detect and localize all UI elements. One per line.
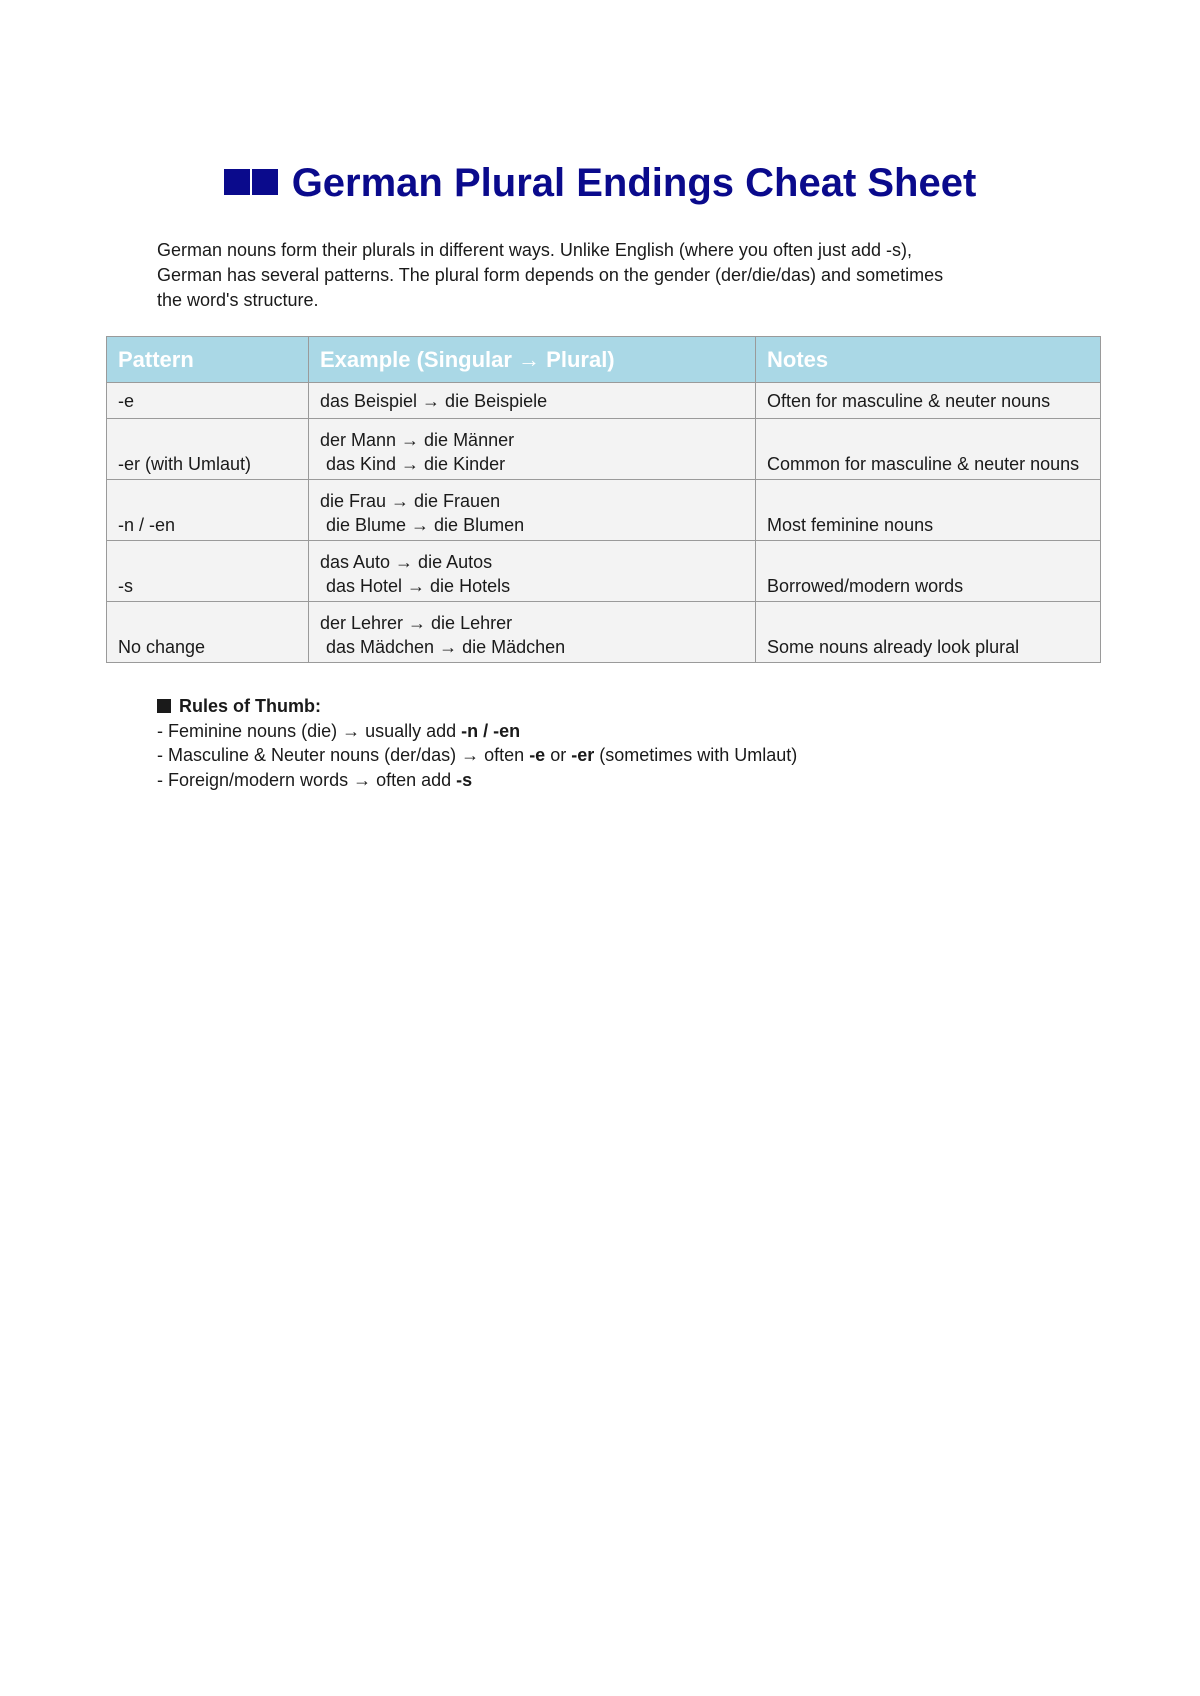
example-cell [309, 419, 756, 480]
intro-line-1: German nouns form their plurals in different ways. Unlike English (where you often just add -s), [157, 240, 913, 260]
example-cell [309, 541, 756, 602]
rule-text: or [545, 745, 572, 765]
example-line: der Mann → die Männer [320, 430, 515, 450]
pattern-cell: -s [107, 541, 309, 602]
example-line: das Hotel → die Hotels [326, 576, 511, 596]
example-line: die Frau → die Frauen [320, 491, 501, 511]
table-header-row [107, 337, 1101, 383]
example-line: das Mädchen → die Mädchen [326, 637, 566, 657]
pattern-cell: -n / -en [107, 480, 309, 541]
table-row [107, 419, 1101, 480]
example-cell [309, 383, 756, 419]
rule-item [157, 743, 1057, 768]
intro-line-3: the word's structure. [157, 290, 319, 310]
rule-ending: -e [529, 745, 546, 765]
notes-cell: Borrowed/modern words [756, 541, 1101, 602]
intro-paragraph [157, 238, 1057, 313]
pattern-cell: -e [107, 383, 309, 419]
table-row [107, 602, 1101, 663]
example-line: die Blume → die Blumen [326, 515, 525, 535]
pattern-cell: No change [107, 602, 309, 663]
rules-of-thumb [157, 694, 1057, 792]
rule-text: - Feminine nouns (die) → usually add [157, 720, 462, 741]
table-row [107, 383, 1101, 419]
example-line: das Auto → die Autos [320, 552, 493, 572]
title-squares-icon [224, 157, 280, 207]
rule-text: (sometimes with Umlaut) [594, 745, 798, 765]
example-line: das Kind → die Kinder [326, 454, 506, 474]
example-line: das Beispiel → die Beispiele [320, 390, 548, 411]
intro-line-2: German has several patterns. The plural form depends on the gender (der/die/das) and sometimes [157, 265, 944, 285]
notes-cell: Some nouns already look plural [756, 602, 1101, 663]
rule-ending: -s [456, 769, 473, 790]
plural-table [106, 336, 1101, 663]
square-bullet-icon [157, 699, 171, 713]
pattern-cell: -er (with Umlaut) [107, 419, 309, 480]
rules-heading [157, 694, 1057, 719]
rule-item [157, 768, 1057, 793]
notes-cell: Often for masculine & neuter nouns [756, 383, 1101, 419]
example-cell [309, 602, 756, 663]
rule-text: - Masculine & Neuter nouns (der/das) → often [157, 745, 530, 765]
rule-item [157, 719, 1057, 744]
notes-cell: Common for masculine & neuter nouns [756, 419, 1101, 480]
header-pattern: Pattern [107, 337, 309, 383]
example-line: der Lehrer → die Lehrer [320, 613, 513, 633]
header-notes: Notes [756, 337, 1101, 383]
rule-ending: -er [571, 745, 595, 765]
page-title [0, 158, 1200, 208]
example-cell [309, 480, 756, 541]
table-row [107, 480, 1101, 541]
rules-heading-text: Rules of Thumb: [179, 696, 321, 716]
rule-ending: -n / -en [461, 720, 521, 741]
rule-text: - Foreign/modern words → often add [157, 769, 457, 790]
notes-cell: Most feminine nouns [756, 480, 1101, 541]
header-example: Example (Singular → Plural) [309, 337, 756, 383]
page-title-text: German Plural Endings Cheat Sheet [291, 161, 977, 205]
table-row [107, 541, 1101, 602]
